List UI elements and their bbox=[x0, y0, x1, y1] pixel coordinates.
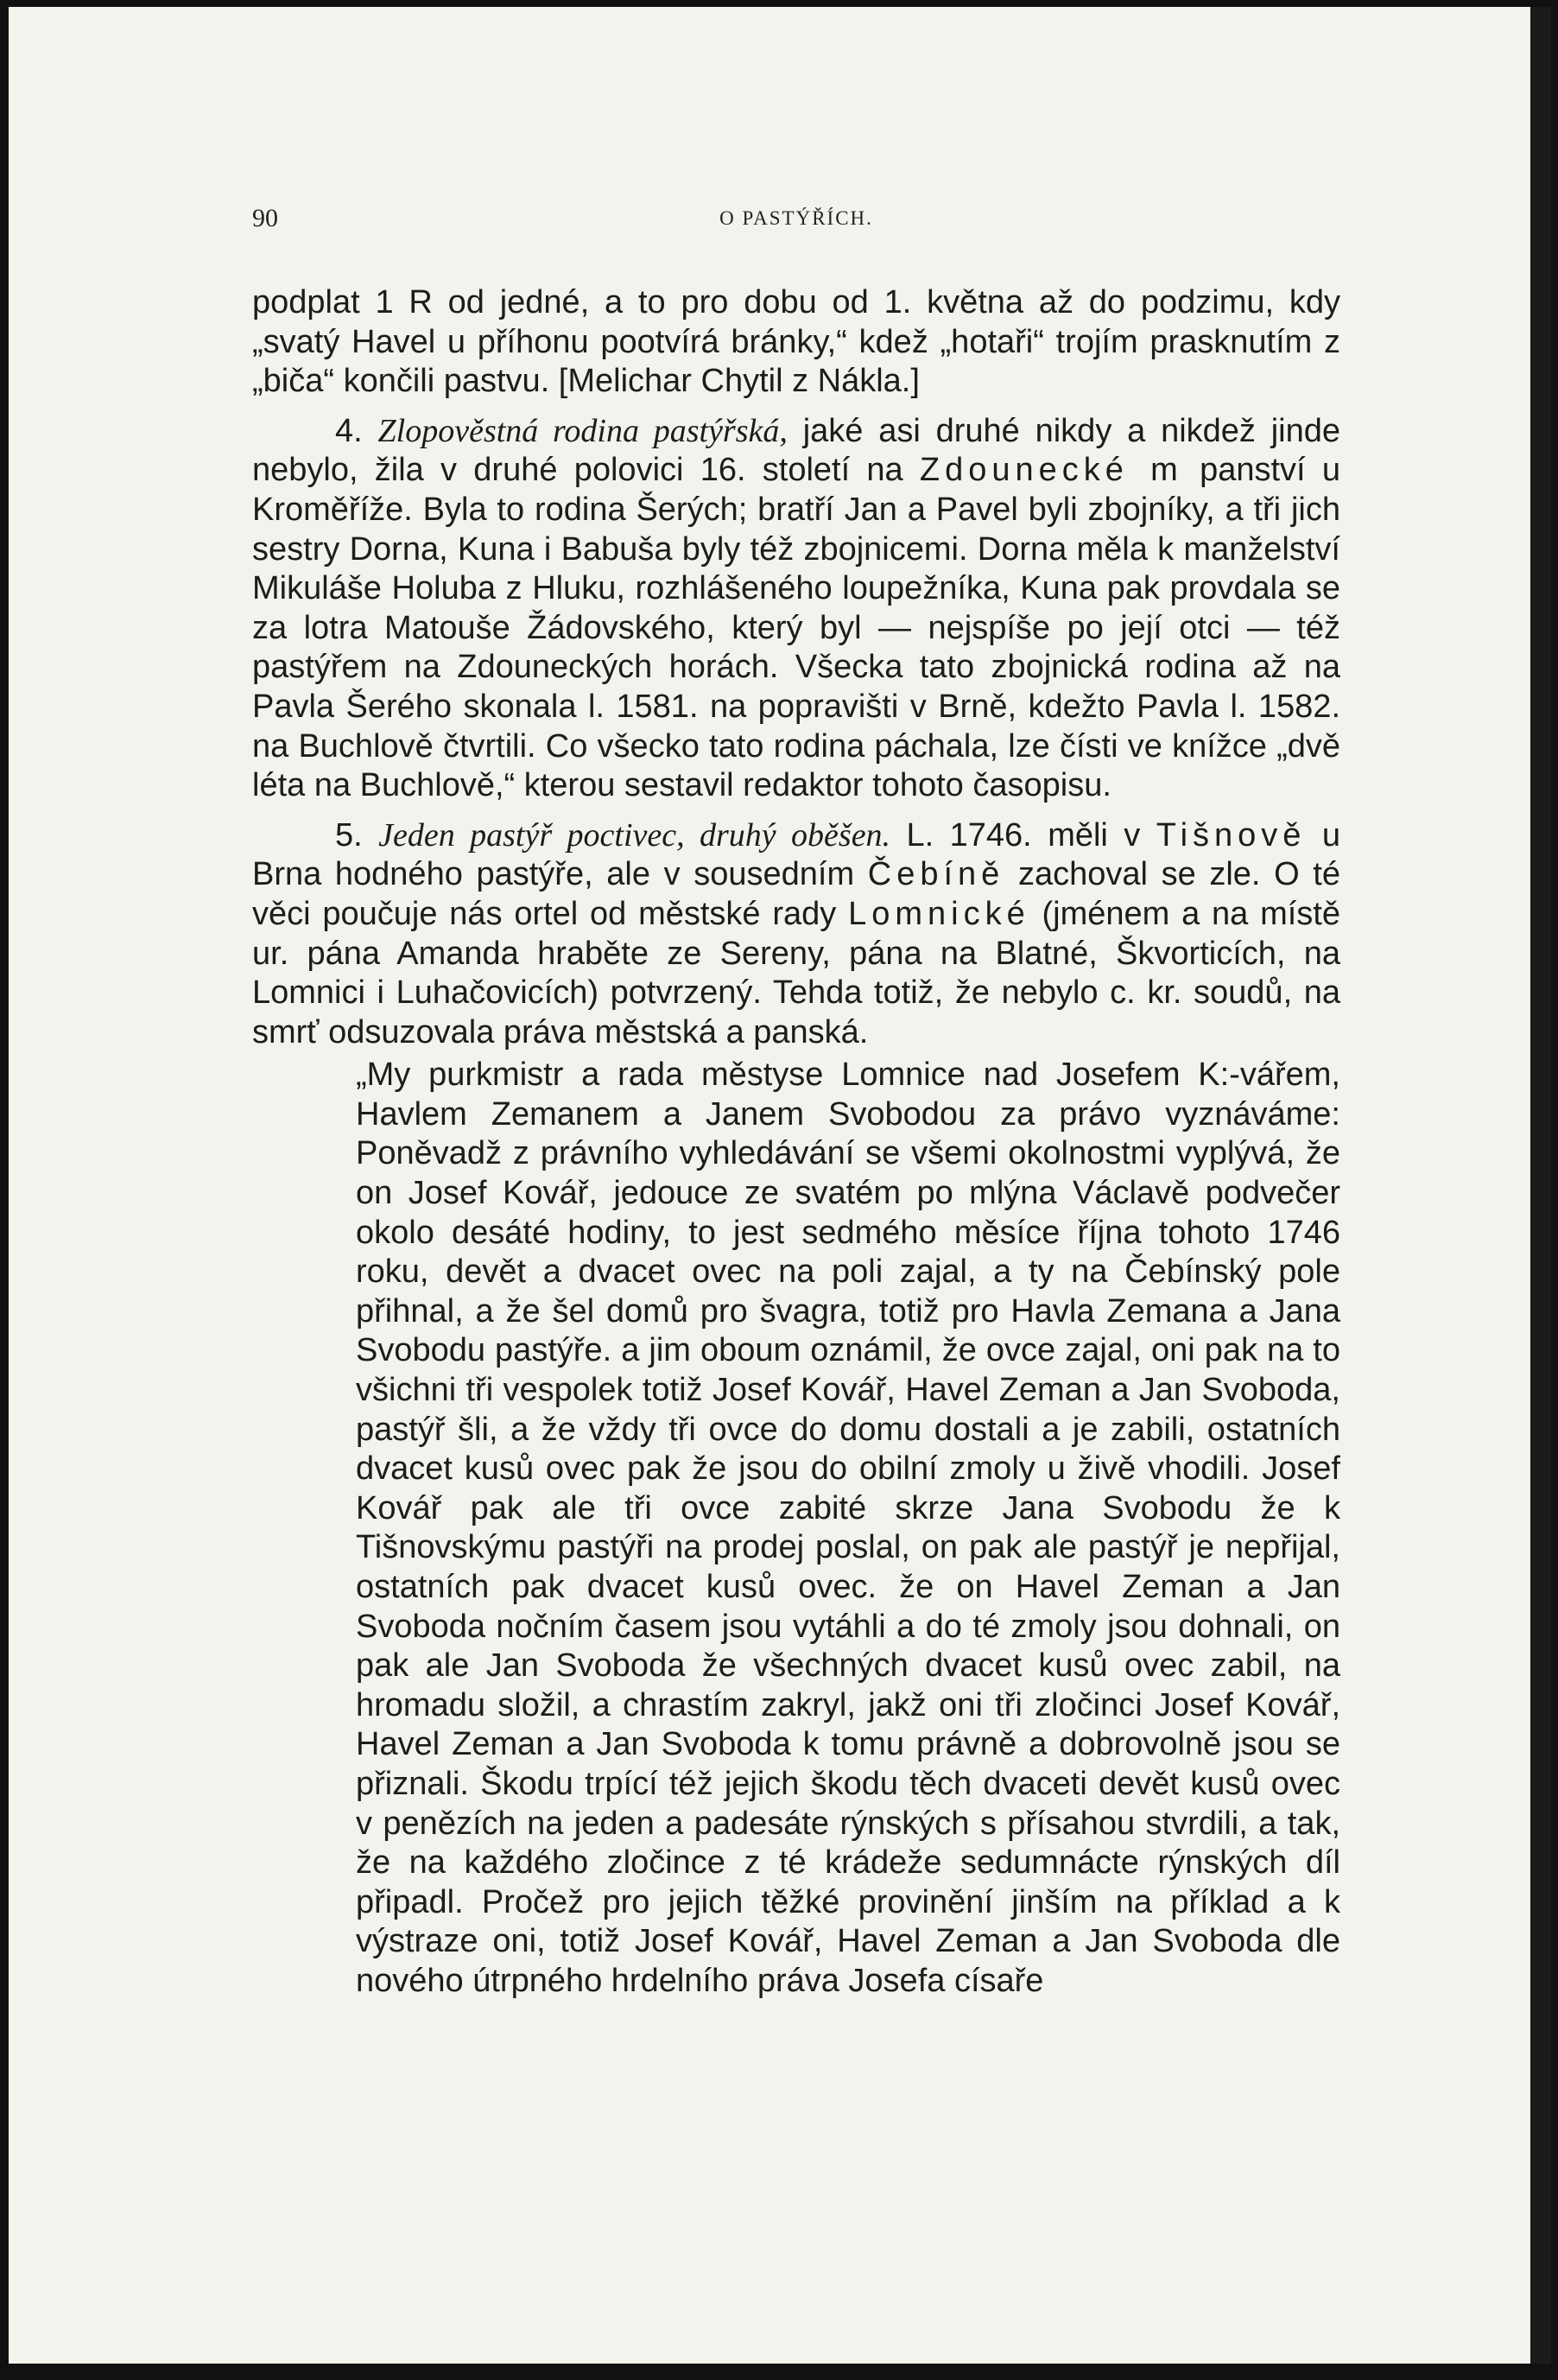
paragraph-1: podplat 1 R od jedné, a to pro dobu od 1. května až do podzimu, kdy „svatý Havel u příhonu pootvírá bránky,“ kdež „hotaři“ trojím prasknutím z „biča“ končili pastvu. [Melichar Chytil z Nákla.] bbox=[252, 284, 1340, 400]
body-text bbox=[252, 283, 1340, 2002]
paragraph-2 bbox=[252, 412, 1340, 806]
document-page bbox=[9, 7, 1551, 2364]
paragraph-3-place-3: Lomnické bbox=[848, 895, 1030, 932]
paragraph-3-text-a: L. 1746. měli v bbox=[906, 816, 1141, 854]
paragraph-2-text-a: jaké asi druhé nikdy a nikdež jinde nebylo, žila v druhé polovici 16. století na bbox=[252, 412, 1341, 489]
court-verdict-quote bbox=[252, 1056, 1340, 2001]
paragraph-3-title: Jeden pastýř poctivec, druhý oběšen. bbox=[378, 816, 891, 854]
paragraph-3 bbox=[252, 816, 1340, 1053]
quote-text: „My purkmistr a rada městyse Lomnice nad Josefem K:-vářem, Havlem Zemanem a Janem Svobodou za právo vyznáváme: Poněvadž z právního vyhledávání se všemi okolnostmi vyplývá, že on Josef Kovář, jedouce ze svatém po mlýna Václavě podvečer okolo desáté hodiny, to jest sedmého měsíce října tohoto 1746 roku, devět a dvacet ovec na poli zajal, a ty na Čebínský pole přihnal, a že šel domů pro švagra, totiž pro Havla Zemana a Jana Svobodu pastýře. a jim oboum oznámil, že ovce zajal, oni pak na to všichni tři vespolek totiž Josef Kovář, Havel Zeman a Jan Svoboda, pastýř šli, a že vždy tři ovce do domu dostali a je zabili, ostatních dvacet kusů ovec pak že jsou do obilní zmoly u živě vhodili. Josef Kovář pak ale tři ovce zabité skrze Jana Svobodu že k Tišnovskýmu pastýři na prodej poslal, on pak ale pastýř je nepřijal, ostatních pak dvacet kusů ovec. že on Havel Zeman a Jan Svoboda nočním časem jsou vytáhli a do té zmoly jsou dohnali, on pak ale Jan Svoboda že všechných dvacet kusů ovec zabil, na hromadu složil, a chrastím zakryl, jakž oni tři zločinci Josef Kovář, Havel Zeman a Jan Svoboda k tomu právně a dobrovolně jsou se přiznali. Škodu trpící též jejich škodu těch dvaceti devět kusů ovec v penězích na jeden a padesáte rýnských s přísahou stvrdili, a tak, že na každého zločince z té krádeže sedumnácte rýnských díl připadl. Pročež pro jejich těžké provinění jinším na příklad a k výstraze oni, totiž Josef Kovář, Havel Zeman a Jan Svoboda dle nového útrpného hrdelního práva Josefa císaře bbox=[356, 1057, 1340, 1999]
paragraph-3-place-1: Tišnově bbox=[1156, 816, 1307, 854]
paragraph-3-place-2: Čebíně bbox=[867, 856, 1005, 893]
paragraph-3-number: 5. bbox=[335, 816, 363, 854]
running-title: O PASTÝŘÍCH. bbox=[719, 207, 873, 229]
page-header bbox=[252, 200, 1340, 235]
paragraph-2-title: Zlopověstná rodina pastýřská, bbox=[377, 412, 788, 449]
page-number: 90 bbox=[252, 204, 278, 232]
paragraph-2-number: 4. bbox=[335, 412, 363, 449]
paragraph-3-text-c: zachoval se zle. O té věci poučuje nás ortel od městské rady bbox=[252, 856, 1340, 932]
paragraph-3-text-b: u Brna hodného pastýře, ale v sousedním bbox=[252, 816, 1341, 893]
paragraph-3-text-d: (jménem a na místě ur. pána Amanda hraběte ze Sereny, pána na Blatné, Škvorticích, na Lomnici i Luhačovicích) potvrzený. Tehda totiž, že nebylo c. kr. soudů, na smrť odsuzovala práva městská a panská. bbox=[252, 895, 1340, 1050]
paragraph-2-place: Zdounecké m bbox=[919, 452, 1183, 489]
paragraph-2-text-b: panství u Kroměříže. Byla to rodina Šerých; bratří Jan a Pavel byli zbojníky, a tři jich sestry Dorna, Kuna i Babuša byly též zbojnicemi. Dorna měla k manželství Mikuláše Holuba z Hluku, rozhlášeného loupežníka, Kuna pak provdala se za lotra Matouše Žádovského, který byl — nejspíše po její otci — též pastýřem na Zdouneckých horách. Všecka tato zbojnická rodina až na Pavla Šerého skonala l. 1581. na popravišti v Brně, kdežto Pavla l. 1582. na Buchlově čtvrtili. Co všecko tato rodina páchala, lze čísti ve knížce „dvě léta na Buchlově,“ kterou sestavil redaktor tohoto časopisu. bbox=[252, 452, 1340, 804]
